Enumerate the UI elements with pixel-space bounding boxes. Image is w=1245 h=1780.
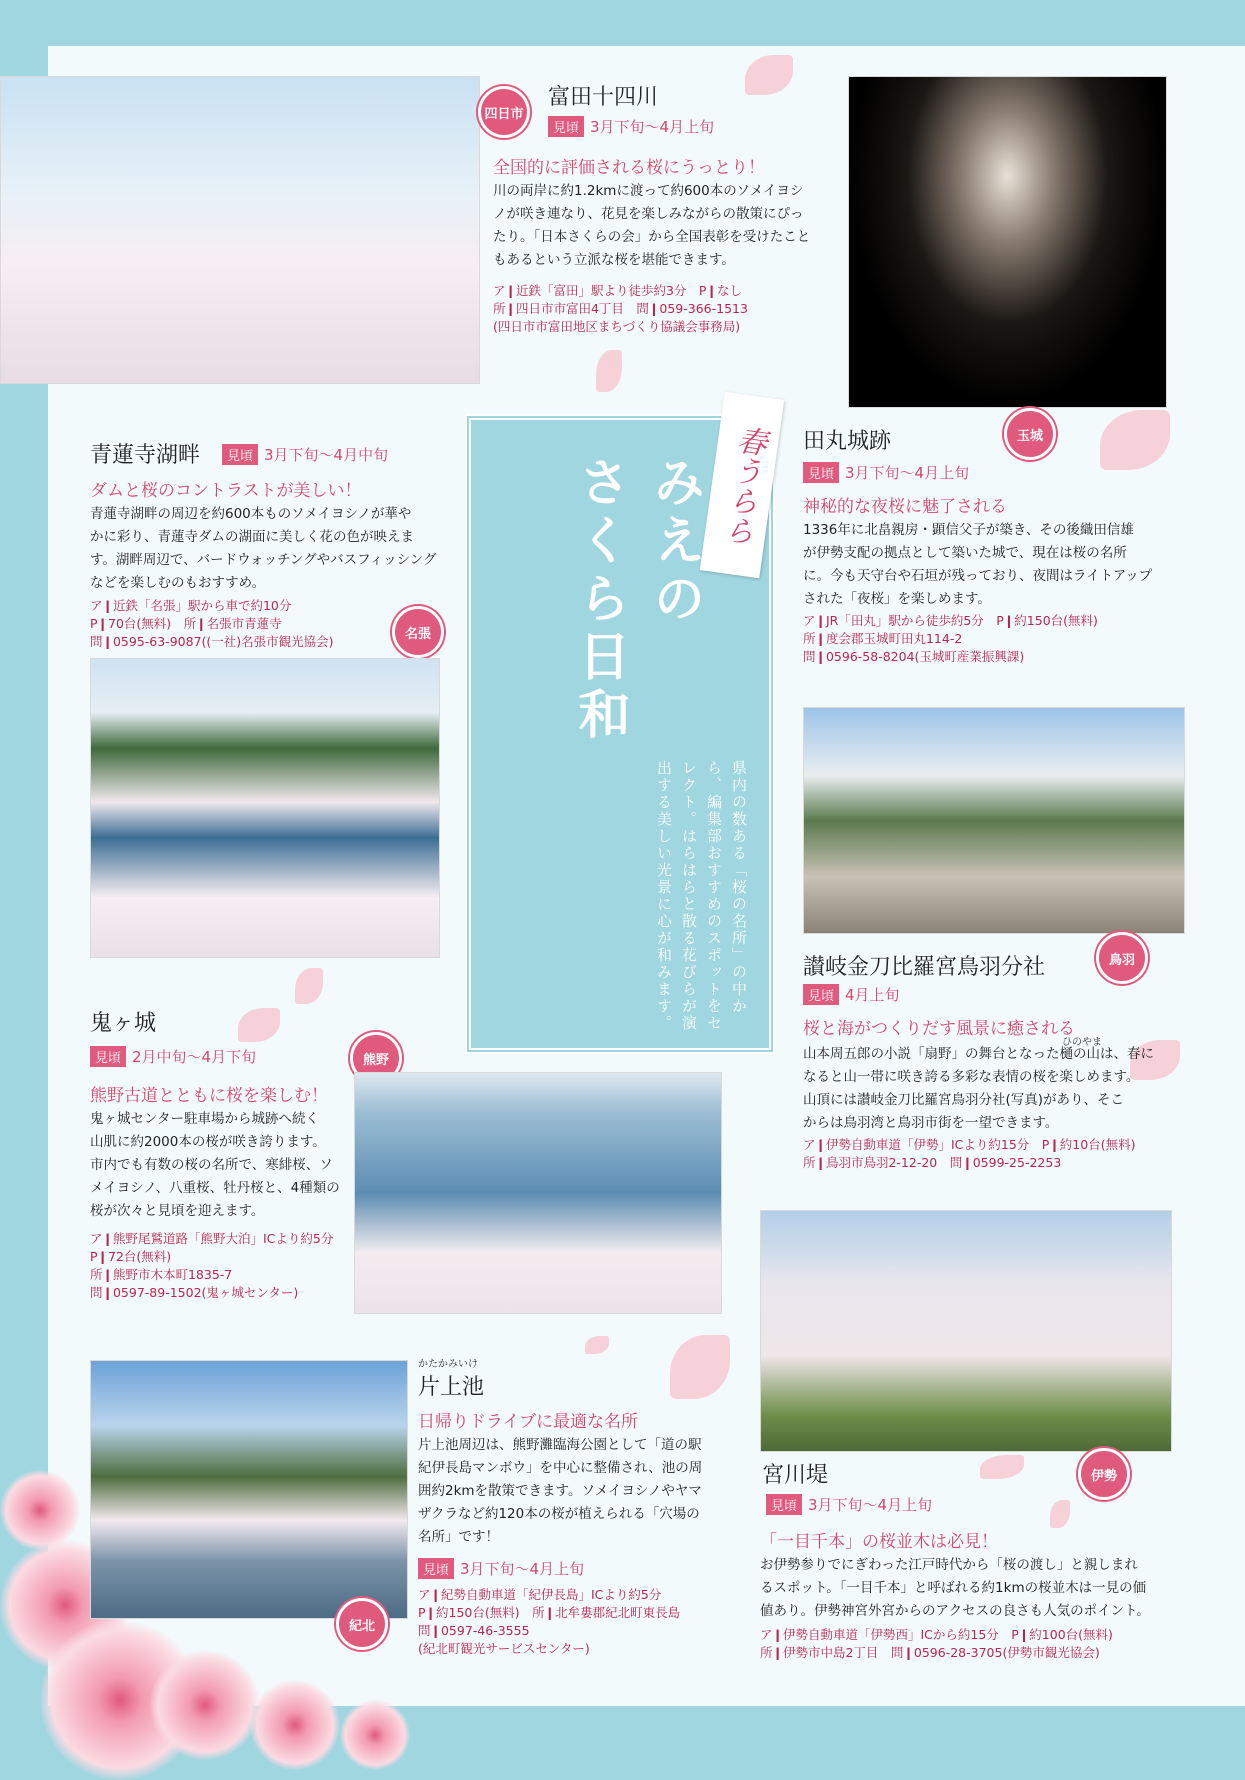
catch-miyagawa: 「一目千本」の桜並木は必見！: [760, 1532, 998, 1552]
body-line: からは鳥羽湾と鳥羽市街を一望できます。: [803, 1115, 1059, 1131]
main-title-line1: みえの: [644, 455, 704, 629]
season-text: 3月下旬〜4月上旬: [845, 464, 970, 482]
body-line: 青蓮寺湖畔の周辺を約600本ものソメイヨシノが華や: [90, 506, 412, 522]
body-sanuki: [803, 1043, 1183, 1135]
season-tag: 見頃: [90, 1046, 126, 1067]
feature-intro: 県内の数ある「桜の名所」の中から、編集部おすすめのスポットをセレクト。はらはらと散る花びらが演出する美しい光景に心が和みます。: [655, 760, 748, 1032]
season-text: 3月下旬〜4月上旬: [460, 1560, 585, 1578]
tamaru-photo: [848, 76, 1167, 408]
info-line: ア❙伊勢自動車道「伊勢西」ICから約15分 P❙約100台(無料): [760, 1627, 1113, 1642]
body-line: お伊勢参りでにぎわった江戸時代から「桜の渡し」と親しまれ: [760, 1557, 1138, 1573]
info-katakami: [418, 1586, 680, 1658]
ruby-katakamiike: かたかみいけ: [418, 1359, 478, 1370]
body-shorenji: [90, 503, 460, 595]
season-text: 3月下旬〜4月中旬: [264, 446, 389, 464]
body-line: が伊勢支配の拠点として築いた城で、現在は桜の名所: [803, 545, 1127, 561]
info-tomita: [493, 282, 748, 336]
catch-sanuki: 桜と海がつくりだす風景に癒される: [803, 1019, 1075, 1039]
body-line: に。今も天守台や石垣が残っており、夜間はライトアップ: [803, 568, 1153, 584]
spot-title-miyagawa: 宮川堤: [762, 1463, 829, 1488]
body-line: 山本周五郎の小説「扇野」の舞台となった樋の山は、春に: [803, 1046, 1154, 1062]
season-tag: 見頃: [548, 116, 584, 137]
area-badge-nabari: 名張: [392, 606, 444, 658]
body-line: なると山一帯に咲き誇る多彩な表情の桜を楽しめます。: [803, 1069, 1140, 1085]
season-text: 2月中旬〜4月下旬: [132, 1048, 257, 1066]
tomita-photo: [0, 76, 480, 384]
info-line: ア❙JR「田丸」駅から徒歩約5分 P❙約150台(無料): [803, 613, 1098, 628]
body-tamaru: [803, 519, 1173, 611]
season-text: 4月上旬: [845, 986, 900, 1004]
info-line: 問❙0597-46-3555: [418, 1623, 530, 1638]
body-line: などを楽しむのもおすすめ。: [90, 575, 266, 591]
spot-title-sanuki: 讃岐金刀比羅宮鳥羽分社: [803, 955, 1046, 980]
body-tomita: [493, 180, 823, 272]
season-katakami: [418, 1558, 584, 1579]
spring-label: 春うらら: [700, 392, 784, 579]
cherry-blossom-decoration: [150, 1650, 260, 1760]
info-shorenji: [90, 597, 334, 651]
body-line: ノが咲き連なり、花見を楽しみながらの散策にぴっ: [493, 206, 804, 222]
miyagawa-photo: [760, 1210, 1172, 1452]
shorenji-photo: [90, 658, 440, 958]
body-line: 鬼ヶ城センター駐車場から城跡へ続く: [90, 1111, 319, 1127]
body-line: す。湖畔周辺で、バードウォッチングやバスフィッシング: [90, 552, 437, 568]
info-miyagawa: [760, 1626, 1113, 1662]
body-miyagawa: [760, 1554, 1190, 1623]
body-line: された「夜桜」を楽しめます。: [803, 591, 991, 607]
info-line: 所❙度会郡玉城町田丸114-2: [803, 631, 963, 646]
catch-tamaru: 神秘的な夜桜に魅了される: [803, 497, 1007, 517]
season-tamaru: [803, 462, 969, 483]
katakami-photo: [90, 1360, 408, 1619]
info-line: 問❙0597-89-1502(鬼ヶ城センター): [90, 1285, 299, 1300]
catch-shorenji: ダムと桜のコントラストが美しい！: [90, 481, 362, 501]
body-line: 値あり。伊勢神宮外宮からのアクセスの良さも人気のポイント。: [760, 1603, 1150, 1619]
ruby-hinoyama: ひのやま: [1062, 1037, 1102, 1048]
spot-title-shorenji: 青蓮寺湖畔: [90, 443, 201, 468]
body-line: 川の両岸に約1.2kmに渡って約600本のソメイヨシ: [493, 183, 804, 199]
body-katakami: [418, 1434, 728, 1549]
body-line: 1336年に北畠親房・顕信父子が築き、その後織田信雄: [803, 522, 1134, 538]
body-onigajo: [90, 1108, 352, 1223]
area-badge-kumano: 熊野: [350, 1032, 402, 1084]
body-line: 桜が次々と見頃を迎えます。: [90, 1203, 265, 1219]
body-line: ザクラなど約120本の桜が植えられる「穴場の: [418, 1506, 700, 1522]
body-line: メイヨシノ、八重桜、牡丹桜と、4種類の: [90, 1180, 340, 1196]
info-line: 問❙0596-58-8204(玉城町産業振興課): [803, 649, 1025, 664]
season-sanuki: [803, 984, 900, 1005]
info-line: ア❙紀勢自動車道「紀伊長島」ICより約5分: [418, 1587, 662, 1602]
body-line: 囲約2kmを散策できます。ソメイヨシノやヤマ: [418, 1483, 702, 1499]
info-sanuki: [803, 1136, 1135, 1172]
cherry-blossom-decoration: [0, 1470, 80, 1550]
body-line: 山肌に約2000本の桜が咲き誇ります。: [90, 1134, 326, 1150]
spot-title-tamaru: 田丸城跡: [803, 429, 892, 454]
info-line: ア❙伊勢自動車道「伊勢」ICより約15分 P❙約10台(無料): [803, 1137, 1136, 1152]
season-shorenji: [222, 444, 388, 465]
season-tomita: [548, 116, 714, 137]
body-line: たり。「日本さくらの会」から全国表彰を受けたこと: [493, 229, 811, 245]
cherry-blossom-decoration: [250, 1680, 340, 1770]
body-line: もあるという立派な桜を堪能できます。: [493, 252, 735, 268]
onigajo-photo: [354, 1072, 722, 1314]
season-tag: 見頃: [418, 1558, 454, 1579]
body-line: 片上池周辺は、熊野灘臨海公園として「道の駅: [418, 1437, 702, 1453]
info-line: P❙70台(無料) 所❙名張市青蓮寺: [90, 616, 282, 631]
spot-title-tomita: 富田十四川: [548, 85, 659, 110]
body-line: かに彩り、青蓮寺ダムの湖面に美しく花の色が映えま: [90, 529, 414, 545]
season-tag: 見頃: [766, 1494, 802, 1515]
info-line: 所❙伊勢市中島2丁目 問❙0596-28-3705(伊勢市観光協会): [760, 1645, 1100, 1660]
season-miyagawa: [766, 1494, 932, 1515]
season-tag: 見頃: [803, 462, 839, 483]
main-title-line2: さくら日和: [569, 455, 629, 745]
season-text: 3月下旬〜4月上旬: [808, 1496, 933, 1514]
body-line: るスポット。「一目千本」と呼ばれる約1kmの桜並木は一見の価: [760, 1580, 1147, 1596]
info-line: P❙約150台(無料) 所❙北牟婁郡紀北町東長島: [418, 1605, 681, 1620]
spot-title-katakami: 片上池: [418, 1375, 485, 1400]
body-line: 山頂には讃岐金刀比羅宮鳥羽分社(写真)があり、そこ: [803, 1092, 1125, 1108]
info-onigajo: [90, 1230, 333, 1302]
info-tamaru: [803, 612, 1098, 666]
area-badge-toba: 鳥羽: [1096, 932, 1148, 984]
info-line: 所❙鳥羽市鳥羽2-12-20 問❙0599-25-2253: [803, 1155, 1062, 1170]
catch-onigajo: 熊野古道とともに桜を楽しむ！: [90, 1086, 328, 1106]
info-line: ア❙近鉄「富田」駅より徒歩約3分 P❙なし: [493, 283, 742, 298]
season-tag: 見頃: [803, 984, 839, 1005]
area-badge-ise: 伊勢: [1078, 1448, 1130, 1500]
area-badge-yokkaichi: 四日市: [478, 86, 530, 138]
info-line: ア❙熊野尾鷲道路「熊野大泊」ICより約5分: [90, 1231, 334, 1246]
sanuki-photo: [803, 707, 1185, 934]
area-badge-tamaki: 玉城: [1004, 408, 1056, 460]
season-tag: 見頃: [222, 444, 258, 465]
body-line: 名所」です！: [418, 1529, 499, 1545]
catch-tomita: 全国的に評価される桜にうっとり！: [493, 158, 765, 178]
season-text: 3月下旬〜4月上旬: [590, 118, 715, 136]
area-badge-kihoku: 紀北: [336, 1598, 388, 1650]
season-onigajo: [90, 1046, 256, 1067]
spot-title-onigajo: 鬼ヶ城: [90, 1011, 157, 1036]
info-line: 所❙四日市市富田4丁目 問❙059-366-1513: [493, 301, 748, 316]
cherry-blossom-decoration: [340, 1700, 410, 1770]
body-line: 紀伊長島マンボウ」を中心に整備され、池の周: [418, 1460, 703, 1476]
info-line: P❙72台(無料): [90, 1249, 172, 1264]
body-line: 市内でも有数の桜の名所で、寒緋桜、ソ: [90, 1157, 333, 1173]
info-line: ア❙近鉄「名張」駅から車で約10分: [90, 598, 292, 613]
info-line: (四日市市富田地区まちづくり協議会事務局): [493, 319, 741, 334]
info-line: (紀北町観光サービスセンター): [418, 1641, 590, 1656]
catch-katakami: 日帰りドライブに最適な名所: [418, 1412, 638, 1432]
info-line: 問❙0595-63-9087((一社)名張市観光協会): [90, 634, 334, 649]
info-line: 所❙熊野市木本町1835-7: [90, 1267, 233, 1282]
